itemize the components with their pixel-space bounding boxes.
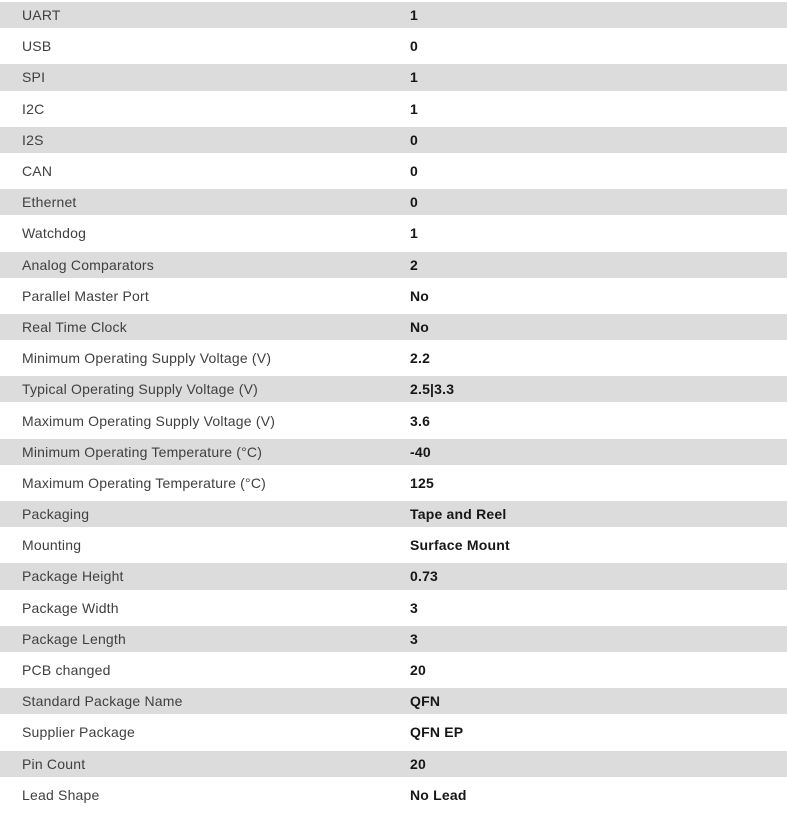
spec-row bbox=[0, 64, 787, 90]
spec-value: 0 bbox=[410, 194, 418, 211]
spec-label: Maximum Operating Supply Voltage (V) bbox=[22, 412, 276, 429]
spec-row bbox=[0, 688, 787, 714]
spec-row bbox=[0, 220, 787, 246]
spec-label: Maximum Operating Temperature (°C) bbox=[22, 474, 266, 491]
spec-label: Ethernet bbox=[22, 194, 77, 211]
spec-row bbox=[0, 33, 787, 59]
spec-label: Lead Shape bbox=[22, 786, 100, 803]
spec-row bbox=[0, 96, 787, 122]
spec-label: Supplier Package bbox=[22, 724, 135, 741]
spec-row bbox=[0, 283, 787, 309]
spec-label: PCB changed bbox=[22, 662, 111, 679]
spec-row bbox=[0, 719, 787, 745]
spec-label: Package Length bbox=[22, 630, 126, 647]
spec-label: Typical Operating Supply Voltage (V) bbox=[22, 381, 258, 398]
spec-value: 20 bbox=[410, 662, 426, 679]
spec-label: Package Height bbox=[22, 568, 124, 585]
spec-label: SPI bbox=[22, 69, 46, 86]
spec-value: No bbox=[410, 287, 430, 304]
spec-row bbox=[0, 563, 787, 589]
spec-value: No bbox=[410, 318, 430, 335]
spec-value: Tape and Reel bbox=[410, 506, 507, 523]
spec-label: Real Time Clock bbox=[22, 318, 127, 335]
spec-value: 0 bbox=[410, 163, 418, 180]
spec-label: I2S bbox=[22, 131, 44, 148]
spec-label: Analog Comparators bbox=[22, 256, 154, 273]
spec-row bbox=[0, 439, 787, 465]
spec-row bbox=[0, 782, 787, 808]
spec-value: 2.5|3.3 bbox=[410, 381, 455, 398]
spec-label: Standard Package Name bbox=[22, 693, 183, 710]
spec-value: 3 bbox=[410, 630, 418, 647]
spec-label: I2C bbox=[22, 100, 45, 117]
spec-row bbox=[0, 314, 787, 340]
spec-value: Surface Mount bbox=[410, 537, 510, 554]
spec-value: QFN bbox=[410, 693, 441, 710]
spec-label: Mounting bbox=[22, 537, 82, 554]
spec-row bbox=[0, 501, 787, 527]
spec-row bbox=[0, 407, 787, 433]
spec-value: No Lead bbox=[410, 786, 467, 803]
spec-value: 1 bbox=[410, 69, 418, 86]
spec-value: 2 bbox=[410, 256, 418, 273]
spec-row bbox=[0, 532, 787, 558]
spec-label: UART bbox=[22, 7, 61, 24]
spec-value: 0 bbox=[410, 131, 418, 148]
spec-label: Packaging bbox=[22, 506, 90, 523]
spec-row bbox=[0, 127, 787, 153]
spec-value: 1 bbox=[410, 225, 418, 242]
spec-value: 0 bbox=[410, 38, 418, 55]
spec-label: Pin Count bbox=[22, 755, 86, 772]
spec-row bbox=[0, 470, 787, 496]
spec-value: QFN EP bbox=[410, 724, 464, 741]
spec-row bbox=[0, 657, 787, 683]
spec-value: 0.73 bbox=[410, 568, 439, 585]
spec-row bbox=[0, 2, 787, 28]
spec-value: 20 bbox=[410, 755, 426, 772]
spec-row bbox=[0, 189, 787, 215]
spec-label: Minimum Operating Temperature (°C) bbox=[22, 443, 263, 460]
spec-label: USB bbox=[22, 38, 52, 55]
spec-value: 1 bbox=[410, 7, 418, 24]
spec-row bbox=[0, 252, 787, 278]
spec-value: 2.2 bbox=[410, 350, 431, 367]
spec-row bbox=[0, 158, 787, 184]
spec-row bbox=[0, 751, 787, 777]
spec-row bbox=[0, 345, 787, 371]
spec-label: Watchdog bbox=[22, 225, 87, 242]
spec-value: 125 bbox=[410, 474, 434, 491]
spec-value: 3.6 bbox=[410, 412, 431, 429]
spec-value: 1 bbox=[410, 100, 418, 117]
spec-label: Minimum Operating Supply Voltage (V) bbox=[22, 350, 272, 367]
spec-label: Package Width bbox=[22, 599, 119, 616]
spec-row bbox=[0, 595, 787, 621]
spec-value: 3 bbox=[410, 599, 418, 616]
spec-row bbox=[0, 626, 787, 652]
spec-value: -40 bbox=[410, 443, 431, 460]
spec-label: Parallel Master Port bbox=[22, 287, 149, 304]
spec-label: CAN bbox=[22, 163, 53, 180]
spec-row bbox=[0, 376, 787, 402]
